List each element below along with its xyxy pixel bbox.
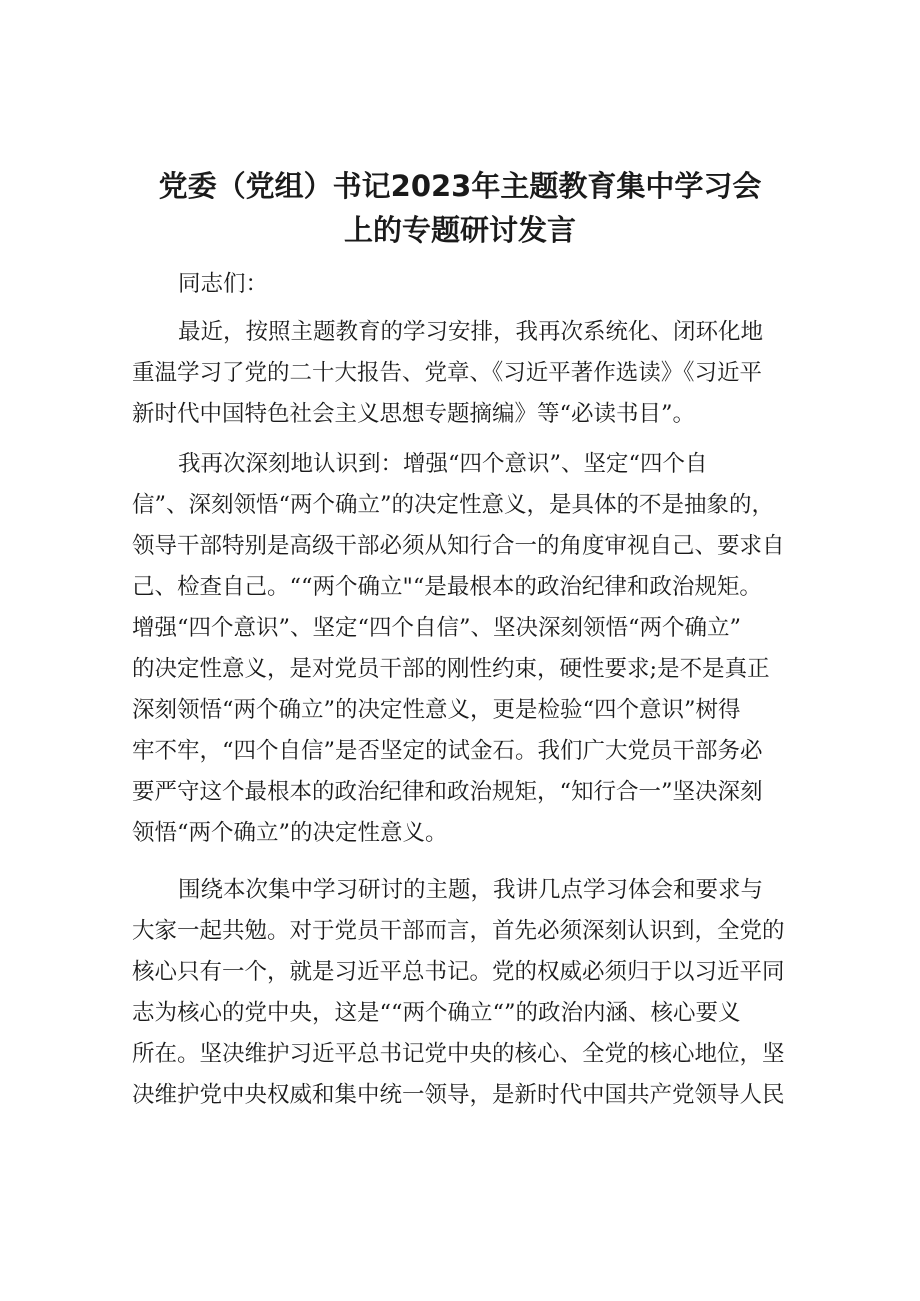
- document-title-line-1: 党委（党组）书记2023年主题教育集中学习会: [158, 169, 762, 203]
- salutation: 同志们：: [178, 271, 269, 297]
- paragraph-1-line: 重温学习了党的二十大报告、党章、《习近平著作选读》《习近平: [132, 360, 763, 386]
- document-title-line-2: 上的专题研讨发言: [343, 213, 576, 247]
- paragraph-2-line: 领悟“两个确立”的决定性意义。: [132, 820, 448, 846]
- paragraph-3-line: 大家一起共勉。对于党员干部而言，首先必须深刻认识到，全党的: [132, 918, 785, 944]
- paragraph-2-line: 我再次深刻地认识到：增强“四个意识”、坚定“四个自: [178, 451, 708, 477]
- paragraph-3-line: 志为核心的党中央，这是““两个确立“”的政治内涵、核心要义: [132, 1000, 741, 1026]
- paragraph-3-line: 决维护党中央权威和集中统一领导，是新时代中国共产党领导人民: [132, 1082, 785, 1108]
- paragraph-3-line: 围绕本次集中学习研讨的主题，我讲几点学习体会和要求与: [178, 877, 764, 903]
- paragraph-1-line: 最近，按照主题教育的学习安排，我再次系统化、闭环化地: [178, 319, 764, 345]
- paragraph-2-line: 牢不牢，“四个自信”是否坚定的试金石。我们广大党员干部务必: [132, 738, 763, 764]
- paragraph-2-line: 信”、深刻领悟“两个确立”的决定性意义，是具体的不是抽象的，: [132, 492, 775, 518]
- paragraph-3-line: 核心只有一个，就是习近平总书记。党的权威必须归于以习近平同: [132, 959, 785, 985]
- paragraph-2-line: 要严守这个最根本的政治纪律和政治规矩，“知行合一”坚决深刻: [132, 779, 763, 805]
- paragraph-2-line: 的决定性意义，是对党员干部的刚性约束，硬性要求;是不是真正: [132, 656, 770, 682]
- paragraph-2-line: 己、检查自己。““两个确立"“是最根本的政治纪律和政治规矩。: [132, 574, 762, 600]
- paragraph-3-line: 所在。坚决维护习近平总书记党中央的核心、全党的核心地位，坚: [132, 1041, 785, 1067]
- paragraph-1-line: 新时代中国特色社会主义思想专题摘编》等“必读书目”。: [132, 401, 696, 427]
- paragraph-2-line: 增强“四个意识”、坚定“四个自信”、坚决深刻领悟“两个确立”: [132, 615, 742, 641]
- paragraph-2-line: 深刻领悟“两个确立”的决定性意义，更是检验“四个意识”树得: [132, 697, 741, 723]
- paragraph-2-line: 领导干部特别是高级干部必须从知行合一的角度审视自己、要求自: [132, 533, 785, 559]
